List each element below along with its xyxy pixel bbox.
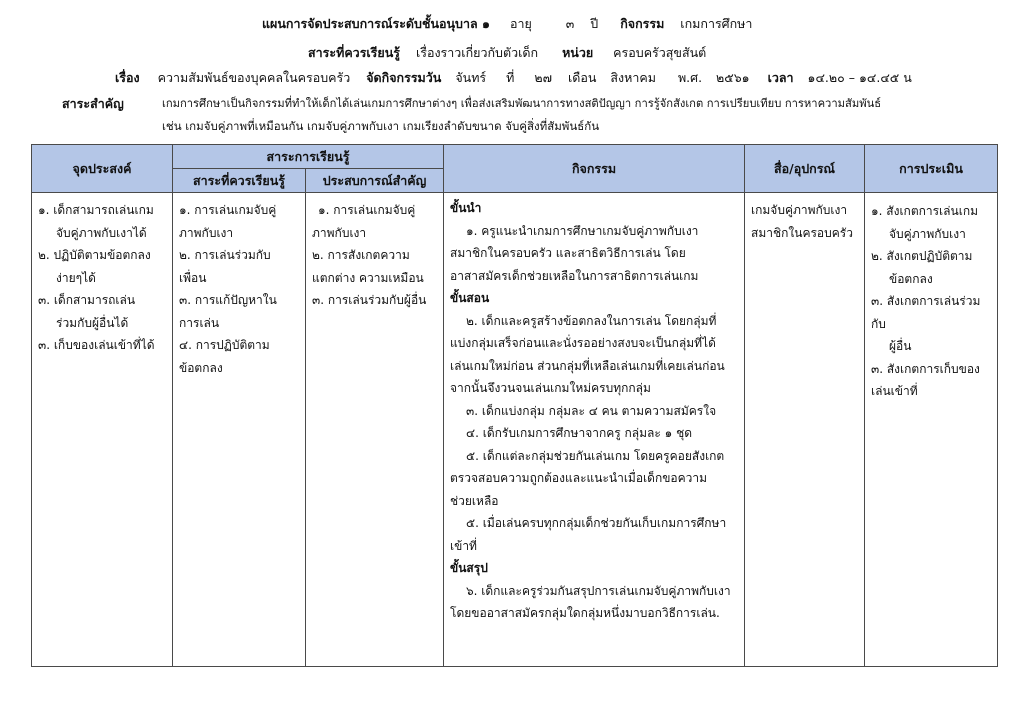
content-to-learn-header: สาระที่ควรเรียนรู้ xyxy=(173,169,306,193)
plan-title: แผนการจัดประสบการณ์ระดับชั้นอนุบาล ๑ xyxy=(262,16,490,31)
content-value: เรื่องราวเกี่ยวกับตัวเด็ก xyxy=(415,45,539,60)
activity-step-line: ๑. ครูแนะนำเกมการศึกษาเกมจับคู่ภาพกับเงา xyxy=(466,223,699,238)
buddhist-year-value: ๒๕๖๑ xyxy=(716,70,750,85)
header-line-3 xyxy=(115,68,912,88)
experience-item: ๑. การเล่นเกมจับคู่ ภาพกับเงา xyxy=(312,203,416,240)
buddhist-year-label: พ.ศ. xyxy=(677,70,703,85)
intro-steps xyxy=(450,220,740,288)
summary-heading: ขั้นสรุป xyxy=(450,561,488,575)
media-header: สื่อ/อุปกรณ์ xyxy=(745,145,865,193)
intro-heading: ขั้นนำ xyxy=(450,201,482,215)
activity-step-line: เข้าที่ xyxy=(450,538,477,553)
objective-item: ๒. ปฏิบัติตามข้อตกลง ง่ายๆได้ xyxy=(38,248,151,285)
activity-step-line: อาสาสมัครเด็กช่วยเหลือในการสาธิตการเล่นเกม xyxy=(450,268,699,283)
activity-step-line: ๒. เด็กและครูสร้างข้อตกลงในการเล่น โดยกลุ่มที่ xyxy=(466,313,717,328)
plan-table xyxy=(31,144,998,667)
objective-item: ๓. เด็กสามารถเล่น ร่วมกับผู้อื่นได้ xyxy=(38,293,136,330)
topic-value: ความสัมพันธ์ของบุคคลในครอบครัว xyxy=(157,70,351,85)
objectives-cell xyxy=(32,193,173,667)
summary-steps xyxy=(450,580,740,625)
unit-label: หน่วย xyxy=(562,45,594,60)
activity-step-line: สมาชิกในครอบครัว และสาธิตวิธีการเล่น โดย xyxy=(450,246,686,260)
essence-line-2: เช่น เกมจับคู่ภาพที่เหมือนกัน เกมจับคู่ภาพกับเงา เกมเรียงลำดับขนาด จับคู่สิ่งที่สัมพันธ์กัน xyxy=(162,119,600,133)
key-experience-cell xyxy=(306,193,444,667)
evaluation-item: ๑. สังเกตการเล่นเกม จับคู่ภาพกับเงา xyxy=(871,204,978,241)
essence-line-1: เกมการศึกษาเป็นกิจกรรมที่ทำให้เด็กได้เล่นเกมการศึกษาต่างๆ เพื่อส่งเสริมพัฒนาการทางสติปัญญา การรู้จักสังเกต การเปรียบเทียบ การหาความสัมพันธ์ xyxy=(162,97,882,110)
media-cell xyxy=(745,193,865,667)
activity-step-line: ช่วยเหลือ xyxy=(450,493,499,508)
time-value: ๑๔.๒๐ – ๑๔.๔๕ น xyxy=(807,70,912,85)
content-to-learn-cell xyxy=(173,193,306,667)
activity-step-line: ๕. เด็กแต่ละกลุ่มช่วยกันเล่นเกม โดยครูคอยสังเกต xyxy=(466,448,725,463)
essence-label: สาระสำคัญ xyxy=(62,96,124,111)
teach-heading: ขั้นสอน xyxy=(450,291,490,305)
evaluation-item: ๒. สังเกตปฏิบัติตาม ข้อตกลง xyxy=(871,249,973,286)
activity-label: กิจกรรม xyxy=(620,16,665,31)
activity-step-line: เล่นเกมใหม่ก่อน ส่วนกลุ่มที่เหลือเล่นเกมที่เคยเล่นก่อน xyxy=(450,358,725,373)
time-label: เวลา xyxy=(767,70,794,85)
objective-item: ๓. เก็บของเล่นเข้าที่ได้ xyxy=(38,338,155,352)
evaluation-cell xyxy=(865,193,998,667)
header-line-2 xyxy=(308,43,706,63)
activity-step-line: ตรวจสอบความถูกต้องและแนะนำเมื่อเด็กขอความ xyxy=(450,471,708,485)
day-label: จัดกิจกรรมวัน xyxy=(366,70,442,85)
activity-step-line: ๓. เด็กแบ่งกลุ่ม กลุ่มละ ๔ คน ตามความสมัครใจ xyxy=(466,403,717,418)
day-value: จันทร์ xyxy=(455,70,487,85)
evaluation-item: ๓. สังเกตการเก็บของ เล่นเข้าที่ xyxy=(871,361,980,398)
activity-step-line: ๖. เด็กและครูร่วมกันสรุปการเล่นเกมจับคู่ภาพกับเงา xyxy=(466,583,731,598)
topic-label: เรื่อง xyxy=(115,70,140,85)
activity-value: เกมการศึกษา xyxy=(680,16,753,31)
activity-step-line: ๕. เมื่อเล่นครบทุกกลุ่มเด็กช่วยกันเก็บเกมการศึกษา xyxy=(466,516,727,530)
content-item: ๔. การปฏิบัติตาม ข้อตกลง xyxy=(179,338,270,375)
activity-step-line: แบ่งกลุ่มเสร็จก่อนและนั่งรออย่างสงบจะเป็นกลุ่มที่ได้ xyxy=(450,336,716,350)
content-label: สาระที่ควรเรียนรู้ xyxy=(308,45,400,60)
objective-header: จุดประสงค์ xyxy=(32,145,173,193)
activities-header: กิจกรรม xyxy=(444,145,745,193)
unit-value: ครอบครัวสุขสันต์ xyxy=(613,45,707,60)
content-item: ๓. การแก้ปัญหาใน การเล่น xyxy=(179,293,277,330)
key-experience-header: ประสบการณ์สำคัญ xyxy=(306,169,444,193)
age-value: ๓ xyxy=(565,16,575,31)
objective-item: ๑. เด็กสามารถเล่นเกม จับคู่ภาพกับเงาได้ xyxy=(38,203,154,240)
month-label: เดือน xyxy=(567,70,597,85)
activities-cell xyxy=(444,193,745,667)
date-label: ที่ xyxy=(506,70,515,85)
activity-step-line: ๔. เด็กรับเกมการศึกษาจากครู กลุ่มละ ๑ ชุด xyxy=(466,426,693,440)
activity-step-line: จากนั้นจึงวนจนเล่นเกมใหม่ครบทุกกลุ่ม xyxy=(450,381,651,395)
evaluation-item: ๓. สังเกตการเล่นร่วมกับ ผู้อื่น xyxy=(871,294,981,353)
teach-steps xyxy=(450,310,740,558)
experience-item: ๓. การเล่นร่วมกับผู้อื่น xyxy=(312,293,427,307)
header-line-1 xyxy=(262,14,752,34)
media-item: เกมจับคู่ภาพกับเงา xyxy=(751,203,848,217)
media-item: สมาชิกในครอบครัว xyxy=(751,225,853,240)
activity-step-line: โดยขออาสาสมัครกลุ่มใดกลุ่มหนึ่งมาบอกวิธีการเล่น. xyxy=(450,606,720,620)
age-label: อายุ xyxy=(509,16,532,31)
month-value: สิงหาคม xyxy=(610,70,656,85)
content-item: ๑. การเล่นเกมจับคู่ ภาพกับเงา xyxy=(179,203,277,240)
experience-item: ๒. การสังเกตความ แตกต่าง ความเหมือน xyxy=(312,248,424,285)
date-value: ๒๗ xyxy=(534,70,552,85)
learning-content-header: สาระการเรียนรู้ xyxy=(173,145,444,169)
evaluation-header: การประเมิน xyxy=(865,145,998,193)
content-item: ๒. การเล่นร่วมกับ เพื่อน xyxy=(179,248,271,285)
year-unit-label: ปี xyxy=(590,16,599,31)
